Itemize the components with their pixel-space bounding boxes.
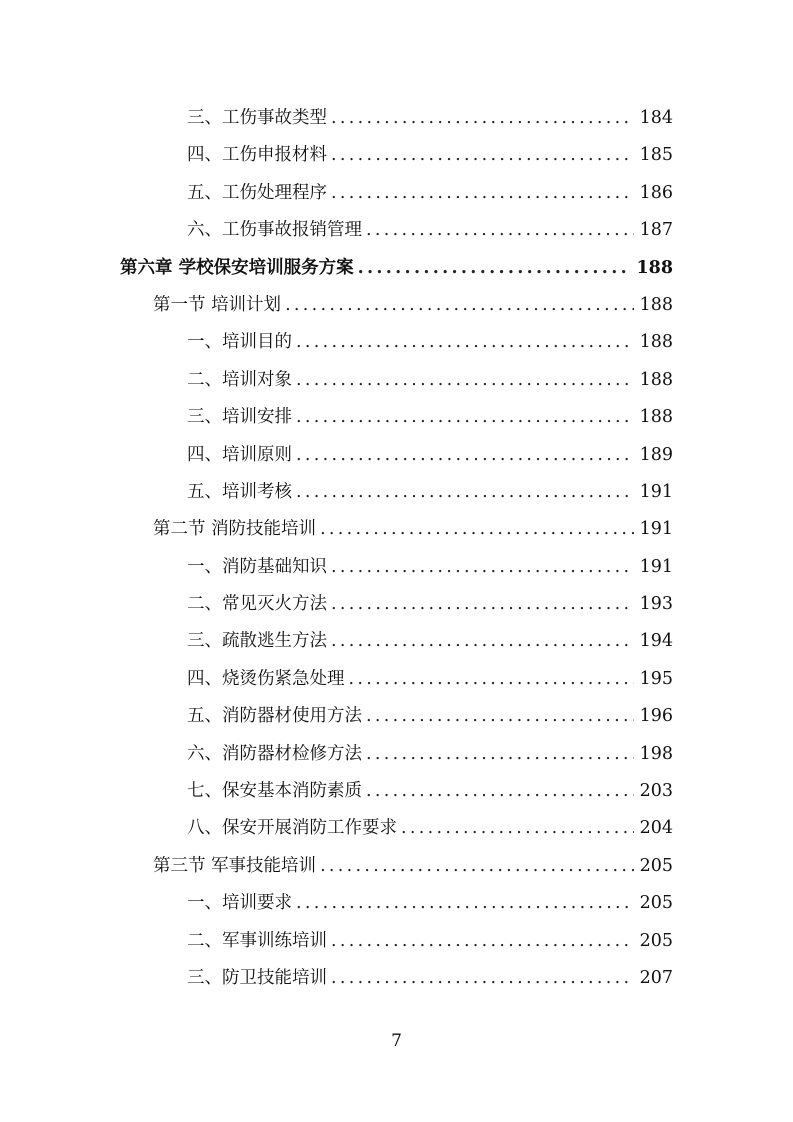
toc-dot-leader xyxy=(296,324,634,361)
toc-dot-leader xyxy=(285,287,634,324)
toc-item-entry[interactable] xyxy=(120,698,673,735)
toc-dot-leader xyxy=(331,623,634,660)
toc-entry-page: 204 xyxy=(639,818,673,839)
toc-item-entry[interactable] xyxy=(120,960,673,997)
toc-entry-title: 第六章 学校保安培训服务方案 xyxy=(120,257,354,278)
toc-entry-page: 205 xyxy=(639,930,673,951)
toc-item-entry[interactable] xyxy=(120,661,673,698)
toc-dot-leader xyxy=(366,698,634,735)
toc-entry-page: 205 xyxy=(639,855,673,876)
toc-dot-leader xyxy=(296,437,634,474)
toc-entry-title: 五、消防器材使用方法 xyxy=(187,706,362,727)
toc-entry-page: 205 xyxy=(639,893,673,914)
toc-dot-leader xyxy=(296,399,634,436)
toc-entry-title: 四、烧烫伤紧急处理 xyxy=(187,668,345,689)
toc-entry-page: 191 xyxy=(639,519,673,540)
toc-entry-page: 193 xyxy=(639,594,673,615)
toc-entry-title: 四、培训原则 xyxy=(187,444,292,465)
toc-dot-leader xyxy=(366,773,634,810)
toc-item-entry[interactable] xyxy=(120,362,673,399)
toc-item-entry[interactable] xyxy=(120,586,673,623)
toc-entry-title: 六、工伤事故报销管理 xyxy=(187,220,362,241)
toc-entry-page: 188 xyxy=(639,369,673,390)
toc-entry-title: 第三节 军事技能培训 xyxy=(153,855,317,876)
toc-entry-title: 七、保安基本消防素质 xyxy=(187,781,362,802)
toc-item-entry[interactable] xyxy=(120,399,673,436)
toc-entry-page: 184 xyxy=(639,108,673,128)
toc-entry-page: 188 xyxy=(636,257,673,278)
toc-entry-title: 三、工伤事故类型 xyxy=(187,108,327,128)
toc-item-entry[interactable] xyxy=(120,736,673,773)
toc-item-entry[interactable] xyxy=(120,623,673,660)
toc-item-entry[interactable] xyxy=(120,100,673,137)
toc-entry-title: 二、军事训练培训 xyxy=(187,930,327,951)
toc-section-entry[interactable] xyxy=(120,848,673,885)
toc-entry-page: 185 xyxy=(639,145,673,166)
toc-entry-title: 三、疏散逃生方法 xyxy=(187,631,327,652)
toc-entry-page: 196 xyxy=(639,706,673,727)
toc-entry-title: 四、工伤申报材料 xyxy=(187,145,327,166)
toc-entry-title: 二、常见灭火方法 xyxy=(187,594,327,615)
toc-chapter-entry[interactable] xyxy=(120,250,673,287)
toc-item-entry[interactable] xyxy=(120,923,673,960)
toc-entry-page: 198 xyxy=(639,743,673,764)
toc-section-entry[interactable] xyxy=(120,287,673,324)
toc-entry-page: 191 xyxy=(639,481,673,502)
toc-dot-leader xyxy=(401,810,634,847)
toc-dot-leader xyxy=(296,885,634,922)
table-of-contents xyxy=(120,100,673,997)
toc-entry-page: 191 xyxy=(639,556,673,577)
toc-item-entry[interactable] xyxy=(120,549,673,586)
toc-entry-page: 186 xyxy=(639,182,673,203)
toc-dot-leader xyxy=(366,736,634,773)
toc-entry-title: 一、消防基础知识 xyxy=(187,556,327,577)
toc-entry-page: 187 xyxy=(639,220,673,241)
toc-dot-leader xyxy=(320,848,634,885)
toc-entry-title: 三、培训安排 xyxy=(187,407,292,428)
toc-entry-page: 188 xyxy=(639,407,673,428)
toc-dot-leader xyxy=(296,362,634,399)
toc-entry-page: 189 xyxy=(639,444,673,465)
toc-entry-page: 207 xyxy=(639,967,673,988)
toc-entry-title: 五、工伤处理程序 xyxy=(187,182,327,203)
toc-entry-title: 一、培训要求 xyxy=(187,893,292,914)
toc-dot-leader xyxy=(358,250,631,287)
toc-item-entry[interactable] xyxy=(120,885,673,922)
toc-dot-leader xyxy=(331,923,634,960)
toc-entry-title: 第一节 培训计划 xyxy=(153,294,282,315)
toc-entry-title: 六、消防器材检修方法 xyxy=(187,743,362,764)
toc-dot-leader xyxy=(296,474,634,511)
toc-item-entry[interactable] xyxy=(120,137,673,174)
toc-item-entry[interactable] xyxy=(120,810,673,847)
toc-section-entry[interactable] xyxy=(120,511,673,548)
toc-entry-page: 203 xyxy=(639,781,673,802)
toc-entry-title: 三、防卫技能培训 xyxy=(187,967,327,988)
toc-dot-leader xyxy=(349,661,634,698)
toc-entry-title: 五、培训考核 xyxy=(187,481,292,502)
toc-dot-leader xyxy=(331,586,634,623)
toc-item-entry[interactable] xyxy=(120,212,673,249)
toc-item-entry[interactable] xyxy=(120,773,673,810)
toc-entry-title: 二、培训对象 xyxy=(187,369,292,390)
toc-dot-leader xyxy=(331,960,634,997)
toc-item-entry[interactable] xyxy=(120,175,673,212)
toc-dot-leader xyxy=(331,100,634,137)
toc-entry-title: 八、保安开展消防工作要求 xyxy=(187,818,397,839)
toc-entry-page: 194 xyxy=(639,631,673,652)
page-number: 7 xyxy=(391,1031,402,1051)
toc-dot-leader xyxy=(331,549,634,586)
toc-entry-page: 188 xyxy=(639,332,673,353)
toc-dot-leader xyxy=(366,212,634,249)
toc-entry-title: 第二节 消防技能培训 xyxy=(153,519,317,540)
toc-item-entry[interactable] xyxy=(120,437,673,474)
toc-item-entry[interactable] xyxy=(120,474,673,511)
toc-entry-title: 一、培训目的 xyxy=(187,332,292,353)
toc-entry-page: 195 xyxy=(639,668,673,689)
toc-dot-leader xyxy=(331,175,634,212)
toc-dot-leader xyxy=(331,137,634,174)
toc-dot-leader xyxy=(320,511,634,548)
toc-item-entry[interactable] xyxy=(120,324,673,361)
toc-entry-page: 188 xyxy=(639,294,673,315)
